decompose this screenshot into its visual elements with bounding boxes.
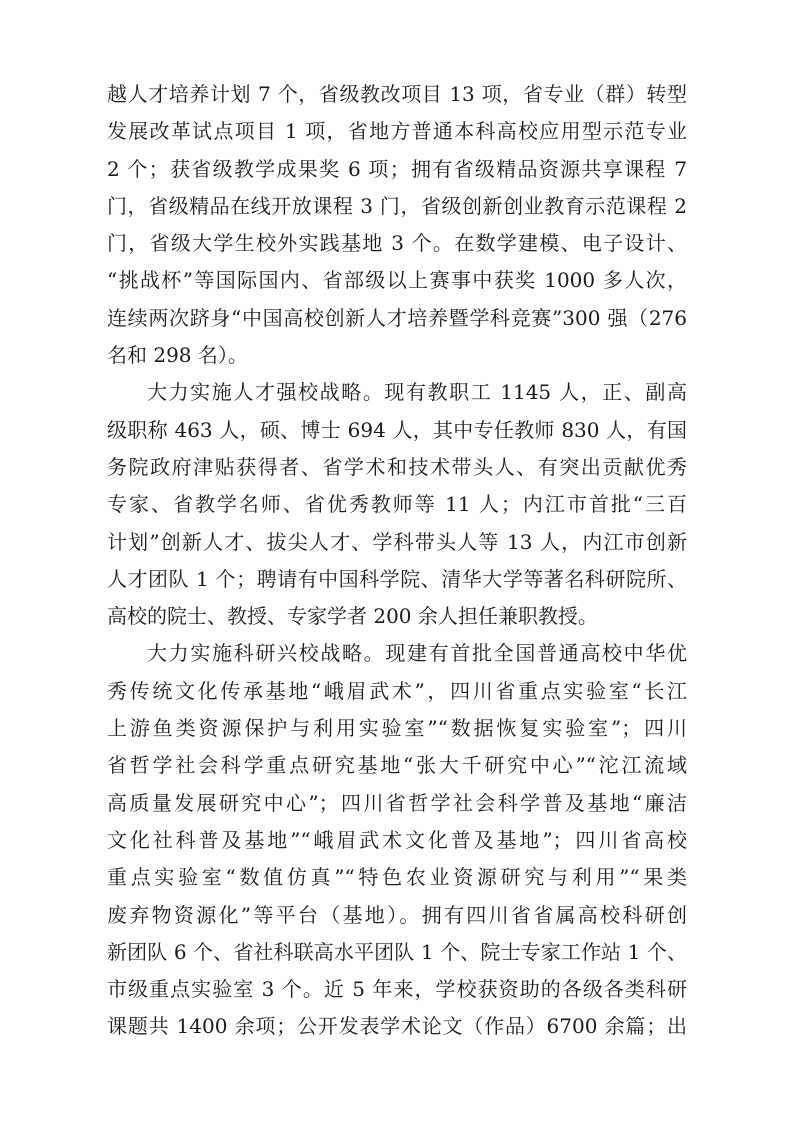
text-line: 文化社科普及基地”“峨眉武术文化普及基地”；四川省高校 (107, 827, 687, 852)
text-line: 连续两次跻身“中国高校创新人才培养暨学科竞赛”300 强（276 (107, 305, 687, 330)
text-line: 课题共 1400 余项；公开发表学术论文（作品）6700 余篇；出 (107, 1014, 687, 1039)
text-line: 人才团队 1 个；聘请有中国科学院、清华大学等著名科研院所、 (107, 566, 687, 591)
text-line: 越人才培养计划 7 个，省级教改项目 13 项，省专业（群）转型 (107, 82, 687, 106)
text-line: 发展改革试点项目 1 项，省地方普通本科高校应用型示范专业 (107, 119, 687, 144)
text-line: “挑战杯”等国际国内、省部级以上赛事中获奖 1000 多人次， (107, 268, 687, 293)
text-line: 计划”创新人才、拔尖人才、学科带头人等 13 人，内江市创新 (107, 529, 687, 554)
text-line: 重点实验室“数值仿真”“特色农业资源研究与利用”“果类 (107, 865, 687, 890)
text-line: 级职称 463 人，硕、博士 694 人，其中专任教师 830 人，有国 (107, 417, 687, 442)
text-line: 专家、省教学名师、省优秀教师等 11 人；内江市首批“三百 (107, 492, 687, 517)
paragraph-research-strategy (107, 635, 687, 1045)
text-line: 2 个；获省级教学成果奖 6 项；拥有省级精品资源共享课程 7 (107, 156, 687, 181)
paragraph-talent-strategy (107, 374, 687, 635)
text-line: 门，省级大学生校外实践基地 3 个。在数学建模、电子设计、 (107, 231, 687, 256)
text-line: 门，省级精品在线开放课程 3 门，省级创新创业教育示范课程 2 (107, 193, 687, 218)
text-line: 大力实施科研兴校战略。现建有首批全国普通高校中华优 (147, 641, 687, 666)
text-line: 高质量发展研究中心”；四川省哲学社会科学普及基地“廉洁 (107, 790, 687, 815)
text-line: 秀传统文化传承基地“峨眉武术”，四川省重点实验室“长江 (107, 678, 687, 703)
text-line: 市级重点实验室 3 个。近 5 年来，学校获资助的各级各类科研 (107, 977, 687, 1002)
text-line: 名和 298 名）。 (107, 343, 248, 368)
text-line: 务院政府津贴获得者、省学术和技术带头人、有突出贡献优秀 (107, 454, 687, 479)
text-line: 废弃物资源化”等平台（基地）。拥有四川省省属高校科研创 (107, 902, 687, 927)
text-line: 省哲学社会科学重点研究基地“张大千研究中心”“沱江流域 (107, 753, 687, 778)
text-line: 新团队 6 个、省社科联高水平团队 1 个、院士专家工作站 1 个、 (107, 939, 687, 964)
text-line: 上游鱼类资源保护与利用实验室”“数据恢复实验室”；四川 (107, 716, 687, 741)
paragraph-talent-training (107, 76, 687, 374)
text-line: 高校的院士、教授、专家学者 200 余人担任兼职教授。 (107, 604, 598, 629)
body-text (107, 76, 687, 1046)
text-line: 大力实施人才强校战略。现有教职工 1145 人，正、副高 (147, 380, 687, 405)
